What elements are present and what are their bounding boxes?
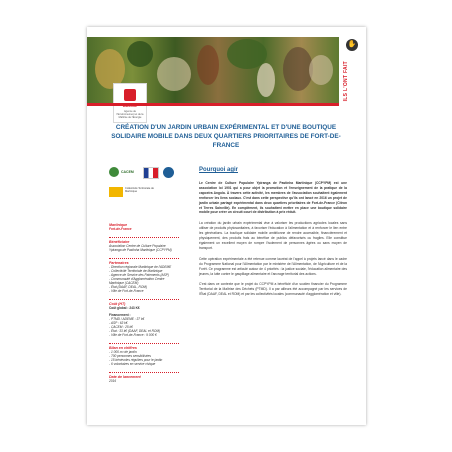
main-article: [199, 167, 347, 303]
partner-item: - État (DAAF, DEAL, ROM): [109, 285, 148, 289]
financing-item: - ASP : 63 k€: [109, 321, 128, 325]
financing-item: - État : 33 k€ (DAAF, DEAL et ROM): [109, 329, 161, 333]
date-heading: Date de lancement: [109, 372, 179, 379]
ademe-mark-icon: [124, 89, 136, 101]
results-item: - 6 volontaires en service civique: [109, 362, 156, 366]
financing-heading: Financement :: [109, 313, 131, 317]
cost-heading: Coût (HT): [109, 299, 179, 306]
financing-item: - PTMD / ADEME : 37 k€: [109, 317, 145, 321]
cost-global: Coût global : 243 K€: [109, 306, 140, 310]
ctm-logo: [109, 187, 123, 197]
partner-item: - Agence de Service des Paiements (ASP): [109, 273, 169, 277]
fort-de-france-logo: [163, 167, 174, 178]
page-title: CRÉATION D'UN JARDIN URBAIN EXPÉRIMENTAL ET D'UNE BOUTIQUE SOLIDAIRE MOBILE DANS DEUX QUARTIERS PRIORITAIRES DE FORT-DE-FRANCE: [111, 124, 341, 149]
header-red-bar: [87, 103, 339, 106]
partners-heading: Partenaires: [109, 258, 179, 265]
article-paragraph: Le Centre de Culture Populaire Ypiranga de Pastinha Martinique (CCPYPM) est une association loi 1901 qui a pour objet la promotion et l'enseignement de la pratique de la capoeira Angola. À travers cette activité, les membres de l'association souhaitent également renforcer les liens sociaux. C'est dans cette perspective qu'ils ont lancé en 2016 un projet de jardin urbain partagé expérimental dans deux quartiers prioritaires de Fort-de-France (Citron et Terres Sainville). En complément, ils souhaitent mettre en place une boutique solidaire mobile pour créer un circuit court de distribution à prix réduit.: [199, 181, 347, 215]
financing-item: - CACEM : 25 k€: [109, 325, 133, 329]
results-heading: Bilan en chiffres: [109, 343, 179, 350]
prefet-logo: [143, 167, 159, 179]
side-label: [343, 39, 363, 119]
partner-item: - Communauté d'Agglomération Centre Martinique (CACEM): [109, 277, 165, 285]
partner-logos: [109, 167, 184, 205]
ademe-tagline: Agence de l'Environnement et de la Maîtrise de l'Énergie: [116, 110, 144, 119]
cacem-logo: [109, 167, 119, 177]
side-label-text: ILS L'ONT FAIT: [343, 61, 349, 102]
partner-item: - Direction régionale Martinique de l'ADEME: [109, 265, 172, 269]
results-item: - 15 bénévoles réguliers pour le jardin: [109, 358, 163, 362]
article-paragraph: Cette opération expérimentale a été retenue comme lauréat de l'appel à projets lancé dans le cadre du Programme National pour l'Alimentation par le ministère de l'Alimentation, de l'Agriculture et de la Forêt. Ce programme est articulé autour de 4 priorités : la justice sociale, l'éducation alimentaire des jeunes, la lutte contre le gaspillage alimentaire et l'ancrage territorial des actions.: [199, 256, 347, 276]
cacem-logo-text: CACEM: [121, 170, 134, 174]
financing-item: - Ville de Fort-de-France : 9 000 €: [109, 333, 157, 337]
results-item: - 1 000 m² de jardin: [109, 350, 137, 354]
ctm-logo-text: Collectivité Territoriale de Martinique: [125, 187, 154, 193]
results-item: - 700 personnes sensibilisées: [109, 354, 151, 358]
document-page: [87, 27, 366, 425]
location-heading: Martinique: [109, 223, 128, 227]
section-heading: Pourquoi agir: [199, 167, 238, 173]
location-text: Fort-de-France: [109, 227, 132, 231]
date-text: 2016: [109, 379, 117, 383]
beneficiary-heading: Bénéficiaire: [109, 237, 179, 244]
beneficiary-text: Association Centre de Culture Populaire Ypiranga de Pastinha Martinique (CCPYPM): [109, 244, 172, 252]
article-paragraph: La création du jardin urbain expérimental vise à valoriser les productions agricoles locales sans utiliser de produits phytosanitaires, à favoriser l'éducation à l'alimentation et à renforcer le lien entre les générations. La boutique solidaire mobile ambitionne de rendre accessible, financièrement et physiquement, des produits frais au bénéfice de publics défavorisés ou fragiles. Elle constitue également un excellent moyen de rompre l'isolement de personnes âgées ou sans moyen de transport.: [199, 221, 347, 250]
article-paragraph: C'est dans ce contexte que le projet du CCPYPM a bénéficié d'un soutien financier du Programme Territorial de la Maîtrise des Déchets (PTMD). Il a par ailleurs été accompagné par les services de l'État (DAAF, DEAL et ROM) et par les collectivités locales (communauté d'agglomération et ville).: [199, 282, 347, 297]
partner-item: - Ville de Fort-de-France: [109, 289, 144, 293]
hand-icon: ✋: [346, 39, 358, 51]
project-sidebar: [109, 223, 179, 383]
partner-item: - Collectivité Territoriale de Martinique: [109, 269, 163, 273]
